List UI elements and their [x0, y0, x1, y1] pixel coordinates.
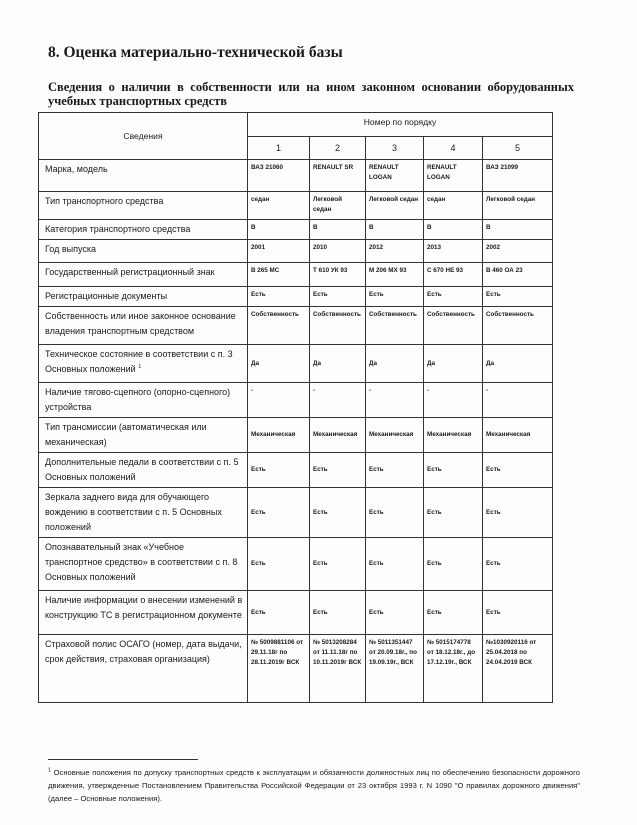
- cell-value: Легковой седан: [483, 192, 553, 220]
- cell-value: Да: [248, 345, 310, 383]
- cell-value: Есть: [248, 591, 310, 635]
- row-label-text: Тип транспортного средства: [45, 196, 164, 206]
- column-number: 1: [248, 137, 310, 160]
- cell-value: Есть: [310, 538, 366, 591]
- cell-value: Есть: [424, 287, 483, 307]
- row-label-text: Регистрационные документы: [45, 291, 168, 301]
- cell-value: Собственность: [483, 307, 553, 345]
- cell-value: № 5009881106 от 29.11.18г по 28.11.2019г ВСК: [248, 635, 310, 703]
- cell-value: №1030920116 от 25.04.2018 по 24.04.2019 ВСК: [483, 635, 553, 703]
- footnote: [48, 766, 580, 805]
- cell-value: Механическая: [366, 418, 424, 453]
- cell-value: 2013: [424, 240, 483, 263]
- column-number: 3: [366, 137, 424, 160]
- row-label-text: Категория транспортного средства: [45, 224, 191, 234]
- row-label: [39, 263, 248, 287]
- footnote-mark: 1: [48, 767, 52, 774]
- vehicles-table: [38, 112, 553, 703]
- table-row: [39, 418, 553, 453]
- table-row: [39, 192, 553, 220]
- cell-value: Механическая: [310, 418, 366, 453]
- table-row: [39, 635, 553, 703]
- table-row: [39, 263, 553, 287]
- cell-value: Механическая: [424, 418, 483, 453]
- cell-value: Механическая: [248, 418, 310, 453]
- cell-value: Есть: [366, 453, 424, 488]
- table-row: [39, 591, 553, 635]
- cell-value: -: [310, 383, 366, 418]
- cell-value: № 5013208284 от 11.11.18г по 10.11.2019г ВСК: [310, 635, 366, 703]
- row-label-text: Техническое состояние в соответствии с п. 3 Основных положений: [45, 349, 233, 374]
- row-label: [39, 307, 248, 345]
- cell-value: В 265 МС: [248, 263, 310, 287]
- cell-value: Есть: [248, 538, 310, 591]
- row-label-text: Собственность или иное законное основание владения транспортным средством: [45, 311, 236, 336]
- cell-value: Есть: [424, 591, 483, 635]
- row-label-text: Государственный регистрационный знак: [45, 267, 215, 277]
- cell-value: Есть: [248, 453, 310, 488]
- table-row: [39, 220, 553, 240]
- row-label: [39, 488, 248, 538]
- cell-value: Есть: [483, 591, 553, 635]
- cell-value: ВАЗ 21099: [483, 160, 553, 192]
- cell-value: Есть: [310, 287, 366, 307]
- cell-value: В: [248, 220, 310, 240]
- cell-value: 2001: [248, 240, 310, 263]
- cell-value: RENAULT LOGAN: [424, 160, 483, 192]
- cell-value: RENAULT LOGAN: [366, 160, 424, 192]
- cell-value: Т 610 УК 93: [310, 263, 366, 287]
- table-caption: Сведения о наличии в собственности или на ином законном основании оборудованных учебных транспортных средств: [48, 80, 574, 108]
- row-label: [39, 192, 248, 220]
- cell-value: RENAULT SR: [310, 160, 366, 192]
- cell-value: Да: [310, 345, 366, 383]
- cell-value: 2012: [366, 240, 424, 263]
- table-row: [39, 453, 553, 488]
- row-label-text: Тип трансмиссии (автоматическая или механическая): [45, 422, 207, 447]
- header-info: Сведения: [39, 113, 248, 160]
- cell-value: В 460 ОА 23: [483, 263, 553, 287]
- cell-value: Есть: [366, 591, 424, 635]
- footnote-reference: 1: [138, 364, 142, 370]
- row-label: [39, 635, 248, 703]
- row-label-text: Наличие информации о внесении изменений в конструкцию ТС в регистрационном документе: [45, 595, 243, 620]
- cell-value: С 670 НЕ 93: [424, 263, 483, 287]
- table-row: [39, 383, 553, 418]
- cell-value: В: [424, 220, 483, 240]
- cell-value: седан: [424, 192, 483, 220]
- cell-value: Есть: [424, 538, 483, 591]
- row-label-text: Наличие тягово-сцепного (опорно-сцепного) устройства: [45, 387, 231, 412]
- cell-value: Да: [483, 345, 553, 383]
- header-order-number: Номер по порядку: [248, 113, 553, 137]
- cell-value: Механическая: [483, 418, 553, 453]
- cell-value: Есть: [424, 453, 483, 488]
- footnote-text: Основные положения по допуску транспортных средств к эксплуатации и обязанности должностных лиц по обеспечению безопасности дорожного движения, утвержденные Постановлением Правительства Российской Федерации от 23 октября 1993 г. N 1090 "О правилах дорожного движения" (далее – Основные положения).: [48, 768, 580, 803]
- row-label: [39, 453, 248, 488]
- cell-value: № 5011351447 от 20.09.18г., по 19.09.19г., ВСК: [366, 635, 424, 703]
- cell-value: Собственность: [310, 307, 366, 345]
- cell-value: -: [424, 383, 483, 418]
- cell-value: В: [483, 220, 553, 240]
- table-row: [39, 538, 553, 591]
- row-label: [39, 287, 248, 307]
- column-number: 5: [483, 137, 553, 160]
- cell-value: Есть: [483, 287, 553, 307]
- footnote-divider: [48, 759, 198, 760]
- row-label: [39, 538, 248, 591]
- cell-value: -: [366, 383, 424, 418]
- table-row: [39, 345, 553, 383]
- cell-value: Собственность: [424, 307, 483, 345]
- section-heading: 8. Оценка материально-технической базы: [48, 44, 343, 61]
- table-row: [39, 488, 553, 538]
- column-number: 2: [310, 137, 366, 160]
- cell-value: Да: [366, 345, 424, 383]
- row-label: [39, 220, 248, 240]
- cell-value: Да: [424, 345, 483, 383]
- cell-value: Есть: [424, 488, 483, 538]
- row-label-text: Марка, модель: [45, 164, 108, 174]
- cell-value: Есть: [366, 488, 424, 538]
- cell-value: Есть: [483, 538, 553, 591]
- cell-value: седан: [248, 192, 310, 220]
- cell-value: Легковой седан: [366, 192, 424, 220]
- table-row: [39, 287, 553, 307]
- cell-value: Собственность: [366, 307, 424, 345]
- cell-value: Есть: [483, 453, 553, 488]
- cell-value: М 206 МХ 93: [366, 263, 424, 287]
- row-label: [39, 418, 248, 453]
- cell-value: Есть: [310, 453, 366, 488]
- row-label: [39, 383, 248, 418]
- cell-value: 2002: [483, 240, 553, 263]
- row-label-text: Зеркала заднего вида для обучающего вождению в соответствии с п. 5 Основных положений: [45, 492, 222, 532]
- cell-value: Собственность: [248, 307, 310, 345]
- row-label: [39, 591, 248, 635]
- cell-value: Есть: [248, 287, 310, 307]
- row-label-text: Опознавательный знак «Учебное транспортное средство» в соответствии с п. 8 Основных положений: [45, 542, 238, 582]
- cell-value: Легковой седан: [310, 192, 366, 220]
- row-label-text: Страховой полис ОСАГО (номер, дата выдачи, срок действия, страховая организация): [45, 639, 242, 664]
- cell-value: -: [248, 383, 310, 418]
- column-number: 4: [424, 137, 483, 160]
- cell-value: Есть: [366, 538, 424, 591]
- row-label: [39, 160, 248, 192]
- cell-value: Есть: [483, 488, 553, 538]
- cell-value: ВАЗ 21060: [248, 160, 310, 192]
- cell-value: Есть: [248, 488, 310, 538]
- row-label-text: Дополнительные педали в соответствии с п. 5 Основных положений: [45, 457, 239, 482]
- row-label: [39, 240, 248, 263]
- cell-value: В: [366, 220, 424, 240]
- cell-value: -: [483, 383, 553, 418]
- cell-value: В: [310, 220, 366, 240]
- table-row: [39, 160, 553, 192]
- cell-value: Есть: [310, 488, 366, 538]
- cell-value: № 5015174778 от 18.12.18г., до 17.12.19г., ВСК: [424, 635, 483, 703]
- cell-value: 2010: [310, 240, 366, 263]
- table-row: [39, 240, 553, 263]
- cell-value: Есть: [366, 287, 424, 307]
- row-label: [39, 345, 248, 383]
- table-row: [39, 307, 553, 345]
- cell-value: Есть: [310, 591, 366, 635]
- row-label-text: Год выпуска: [45, 244, 96, 254]
